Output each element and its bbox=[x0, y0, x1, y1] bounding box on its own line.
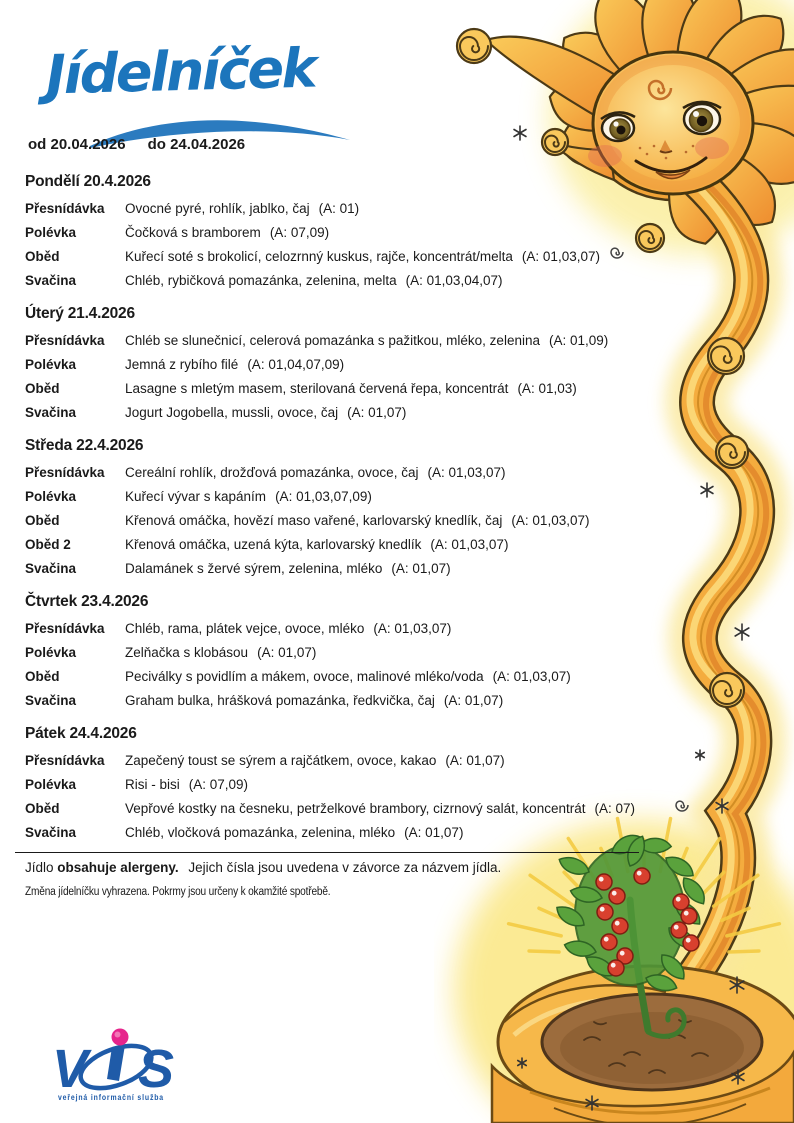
date-to: do 24.04.2026 bbox=[147, 136, 246, 153]
meal-row bbox=[25, 617, 680, 641]
meal-dish: Peciválky s povidlím a mákem, ovoce, malinové mléko/voda bbox=[125, 669, 484, 684]
meal-text bbox=[125, 197, 359, 221]
meal-dish: Chléb se slunečnicí, celerová pomazánka s pažitkou, mléko, zelenina bbox=[125, 333, 540, 348]
meal-dish: Cereální rohlík, drožďová pomazánka, ovoce, čaj bbox=[125, 465, 419, 480]
day-heading: Čtvrtek 23.4.2026 bbox=[25, 593, 149, 610]
meal-text bbox=[125, 689, 503, 713]
meal-allergens: (A: 01,03,07) bbox=[430, 537, 509, 552]
meal-dish: Chléb, rybičková pomazánka, zelenina, melta bbox=[125, 273, 397, 288]
meal-text bbox=[125, 641, 316, 665]
meal-allergens: (A: 01) bbox=[318, 201, 360, 216]
meal-row bbox=[25, 401, 680, 425]
meal-allergens: (A: 01,07) bbox=[445, 753, 505, 768]
meal-row bbox=[25, 821, 680, 845]
meal-row bbox=[25, 377, 680, 401]
day-heading: Pátek 24.4.2026 bbox=[25, 725, 137, 742]
disclaimer-text: Změna jídelníčku vyhrazena. Pokrmy jsou určeny k okamžité spotřebě. bbox=[25, 886, 331, 898]
meal-text bbox=[125, 269, 502, 293]
meal-text bbox=[125, 797, 635, 821]
meal-dish: Lasagne s mletým masem, sterilovaná červená řepa, koncentrát bbox=[125, 381, 509, 396]
meal-allergens: (A: 07,09) bbox=[269, 225, 330, 240]
page-title: Jídelníček bbox=[45, 36, 316, 107]
meal-label: Svačina bbox=[25, 825, 77, 840]
meal-dish: Chléb, rama, plátek vejce, ovoce, mléko bbox=[125, 621, 365, 636]
meal-label: Oběd bbox=[25, 249, 60, 264]
meal-dish: Kuřecí soté s brokolicí, celozrnný kuskus, rajče, koncentrát/melta bbox=[125, 249, 513, 264]
day-section-thursday bbox=[25, 590, 680, 713]
meal-text bbox=[125, 773, 248, 797]
meal-label: Přesnídávka bbox=[25, 753, 105, 768]
meal-row bbox=[25, 485, 680, 509]
meal-dish: Risi - bisi bbox=[125, 777, 180, 792]
meal-allergens: (A: 01,03,07,09) bbox=[275, 489, 372, 504]
meal-label: Oběd 2 bbox=[25, 537, 71, 552]
meal-allergens: (A: 01,07) bbox=[347, 405, 407, 420]
allergen-note bbox=[25, 858, 680, 878]
meal-allergens: (A: 01,03,07) bbox=[511, 513, 590, 528]
meal-text bbox=[125, 821, 463, 845]
day-heading: Úterý 21.4.2026 bbox=[25, 305, 135, 322]
meal-text bbox=[125, 245, 600, 269]
meal-text bbox=[125, 401, 406, 425]
meal-row bbox=[25, 461, 680, 485]
meal-text bbox=[125, 329, 608, 353]
meal-text bbox=[125, 377, 577, 401]
logo-letter-s: S bbox=[138, 1039, 175, 1099]
meal-dish: Křenová omáčka, hovězí maso vařené, karlovarský knedlík, čaj bbox=[125, 513, 503, 528]
meal-label: Svačina bbox=[25, 561, 77, 576]
day-heading: Středa 22.4.2026 bbox=[25, 437, 144, 454]
date-range bbox=[28, 136, 245, 153]
meal-text bbox=[125, 557, 451, 581]
meal-allergens: (A: 07) bbox=[594, 801, 635, 816]
day-section-monday bbox=[25, 170, 680, 293]
meal-label: Přesnídávka bbox=[25, 201, 105, 216]
right-cheek bbox=[695, 137, 729, 159]
meal-row bbox=[25, 245, 680, 269]
meal-label: Oběd bbox=[25, 669, 60, 684]
meal-row bbox=[25, 329, 680, 353]
meal-allergens: (A: 01,07) bbox=[391, 561, 451, 576]
meal-label: Polévka bbox=[25, 225, 77, 240]
meal-row bbox=[25, 749, 680, 773]
meal-text bbox=[125, 353, 344, 377]
meal-label: Oběd bbox=[25, 381, 60, 396]
meal-dish: Jemná z rybího filé bbox=[125, 357, 239, 372]
meal-row bbox=[25, 641, 680, 665]
meal-dish: Dalamánek s žervé sýrem, zelenina, mléko bbox=[125, 561, 383, 576]
meal-dish: Ovocné pyré, rohlík, jablko, čaj bbox=[125, 201, 310, 216]
meal-row bbox=[25, 353, 680, 377]
day-section-tuesday bbox=[25, 302, 680, 425]
meal-text bbox=[125, 617, 451, 641]
meal-row bbox=[25, 197, 680, 221]
meal-dish: Zelňačka s klobásou bbox=[125, 645, 249, 660]
meal-row bbox=[25, 509, 680, 533]
meal-label: Oběd bbox=[25, 513, 60, 528]
meal-text bbox=[125, 509, 589, 533]
meal-row bbox=[25, 773, 680, 797]
meal-dish: Křenová omáčka, uzená kýta, karlovarský knedlík bbox=[125, 537, 422, 552]
logo-subtitle: veřejná informační služba bbox=[58, 1093, 165, 1102]
meal-text bbox=[125, 665, 571, 689]
meal-allergens: (A: 01,07) bbox=[257, 645, 317, 660]
meal-text bbox=[125, 221, 329, 245]
logo-pink-dot bbox=[112, 1029, 129, 1046]
meal-row bbox=[25, 221, 680, 245]
meal-dish: Vepřové kostky na česneku, petrželkové brambory, cizrnový salát, koncentrát bbox=[125, 801, 586, 816]
meal-dish: Čočková s bramborem bbox=[125, 225, 261, 240]
meal-allergens: (A: 01,03) bbox=[517, 381, 577, 396]
meal-allergens: (A: 01,03,07) bbox=[521, 249, 600, 264]
meal-row bbox=[25, 797, 680, 821]
meal-row bbox=[25, 665, 680, 689]
meal-row bbox=[25, 689, 680, 713]
meal-allergens: (A: 01,03,07) bbox=[492, 669, 571, 684]
day-section-wednesday bbox=[25, 434, 680, 581]
meal-allergens: (A: 01,04,07,09) bbox=[247, 357, 345, 372]
meal-allergens: (A: 07,09) bbox=[188, 777, 249, 792]
meal-allergens: (A: 01,07) bbox=[404, 825, 464, 840]
allergen-note-prefix: Jídlo bbox=[25, 860, 54, 875]
meal-label: Polévka bbox=[25, 645, 77, 660]
day-section-friday bbox=[25, 722, 680, 845]
meal-dish: Graham bulka, hrášková pomazánka, ředkvička, čaj bbox=[125, 693, 435, 708]
meal-label: Svačina bbox=[25, 273, 77, 288]
meal-label: Přesnídávka bbox=[25, 333, 105, 348]
meal-label: Polévka bbox=[25, 489, 77, 504]
meal-label: Svačina bbox=[25, 693, 77, 708]
meal-text bbox=[125, 485, 372, 509]
meal-allergens: (A: 01,07) bbox=[443, 693, 504, 708]
meal-dish: Kuřecí vývar s kapáním bbox=[125, 489, 267, 504]
meal-label: Přesnídávka bbox=[25, 621, 105, 636]
meal-allergens: (A: 01,03,07) bbox=[373, 621, 452, 636]
meal-allergens: (A: 01,03,04,07) bbox=[405, 273, 503, 288]
meal-label: Polévka bbox=[25, 357, 77, 372]
meal-text bbox=[125, 749, 505, 773]
logo-letter-v: V bbox=[52, 1039, 89, 1099]
meal-label: Oběd bbox=[25, 801, 60, 816]
meal-allergens: (A: 01,03,07) bbox=[427, 465, 506, 480]
meal-text bbox=[125, 533, 508, 557]
menu-body bbox=[25, 163, 680, 898]
meal-text bbox=[125, 461, 506, 485]
date-from: od 20.04.2026 bbox=[28, 136, 126, 153]
allergen-note-rest: Jejich čísla jsou uvedena v závorce za názvem jídla. bbox=[188, 860, 502, 875]
meal-label: Přesnídávka bbox=[25, 465, 105, 480]
meal-allergens: (A: 01,09) bbox=[548, 333, 609, 348]
day-heading: Pondělí 20.4.2026 bbox=[25, 173, 151, 190]
meal-row bbox=[25, 533, 680, 557]
meal-dish: Jogurt Jogobella, mussli, ovoce, čaj bbox=[125, 405, 339, 420]
allergen-note-bold: obsahuje alergeny. bbox=[57, 860, 179, 875]
meal-dish: Chléb, vločková pomazánka, zelenina, mléko bbox=[125, 825, 396, 840]
meal-row bbox=[25, 557, 680, 581]
meal-dish: Zapečený toust se sýrem a rajčátkem, ovoce, kakao bbox=[125, 753, 437, 768]
meal-row bbox=[25, 269, 680, 293]
meal-label: Polévka bbox=[25, 777, 77, 792]
meal-label: Svačina bbox=[25, 405, 77, 420]
footer-divider bbox=[15, 852, 639, 853]
